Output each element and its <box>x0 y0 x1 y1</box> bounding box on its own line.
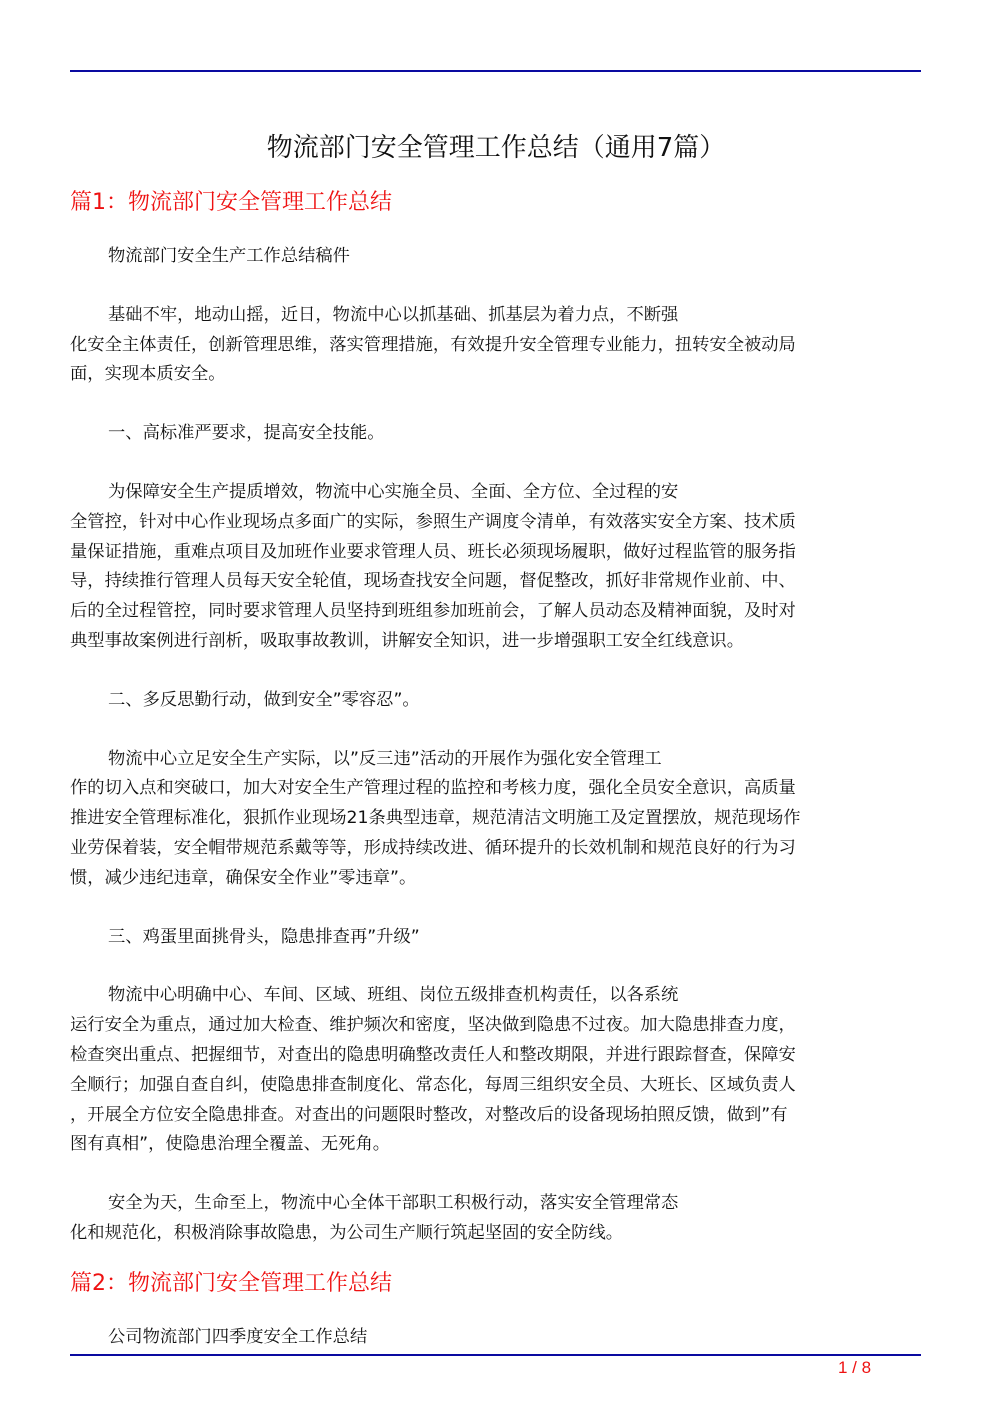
paragraph-line: 检查突出重点、把握细节，对查出的隐患明确整改责任人和整改期限，并进行跟踪督查，保障安 <box>70 1044 796 1065</box>
page-number: 1 / 8 <box>838 1358 872 1377</box>
paragraph-line: 面，实现本质安全。 <box>70 364 226 385</box>
section-heading: 篇1：物流部门安全管理工作总结 <box>70 190 392 215</box>
subheading-2 <box>70 686 921 716</box>
paragraph-line: 物流中心立足安全生产实际，以”反三违”活动的开展作为强化安全管理工 <box>108 748 662 769</box>
paragraph-body-1 <box>70 478 921 657</box>
paragraph-line: 运行安全为重点，通过加大检查、维护频次和密度，坚决做到隐患不过夜。加大隐患排查力度， <box>70 1015 796 1036</box>
paragraph-line: 物流部门安全生产工作总结稿件 <box>108 246 350 266</box>
paragraph-line: 量保证措施，重难点项目及加班作业要求管理人员、班长必须现场履职，做好过程监管的服务指 <box>70 541 796 562</box>
subheading-3 <box>70 923 921 953</box>
paragraph-line: 安全为天，生命至上，物流中心全体干部职工积极行动，落实安全管理常态 <box>108 1193 679 1214</box>
subheading-1 <box>70 419 921 449</box>
section-1 <box>70 186 921 1249</box>
paragraph-line: 典型事故案例进行剖析，吸取事故教训，讲解安全知识，进一步增强职工安全红线意识。 <box>70 630 744 651</box>
footer-rule <box>70 1354 921 1356</box>
paragraph-line: 化安全主体责任，创新管理思维，落实管理措施，有效提升安全管理专业能力，扭转安全被动局 <box>70 334 796 355</box>
paragraph-line: 三、鸡蛋里面挑骨头，隐患排查再”升级” <box>108 926 420 947</box>
paragraph-line: 推进安全管理标准化，狠抓作业现场21条典型违章，规范清洁文明施工及定置摆放，规范现场作 <box>70 808 801 829</box>
paragraph-body-3 <box>70 981 921 1160</box>
paragraph-subtitle <box>70 1323 921 1353</box>
paragraph-line: 公司物流部门四季度安全工作总结 <box>108 1326 368 1347</box>
paragraph-line: 全管控，针对中心作业现场点多面广的实际，参照生产调度令清单，有效落实安全方案、技术质 <box>70 511 796 532</box>
paragraph-line: 作的切入点和突破口，加大对安全生产管理过程的监控和考核力度，强化全员安全意识，高质量 <box>70 778 796 799</box>
paragraph-body-2 <box>70 745 921 894</box>
section-heading: 篇2：物流部门安全管理工作总结 <box>70 1270 392 1296</box>
header-rule <box>70 70 921 72</box>
paragraph-line: 业劳保着装，安全帽带规范系戴等等，形成持续改进、循环提升的长效机制和规范良好的行为习 <box>70 837 796 858</box>
paragraph-line: 后的全过程管控，同时要求管理人员坚持到班组参加班前会，了解人员动态及精神面貌，及时对 <box>70 601 796 622</box>
paragraph-line: ，开展全方位安全隐患排查。对查出的问题限时整改，对整改后的设备现场拍照反馈，做到”有 <box>70 1104 788 1125</box>
document-body <box>70 186 921 1353</box>
paragraph-line: 导，持续推行管理人员每天安全轮值，现场查找安全问题，督促整改，抓好非常规作业前、中、 <box>70 571 796 592</box>
paragraph-line: 物流中心明确中心、车间、区域、班组、岗位五级排查机构责任，以各系统 <box>108 985 679 1006</box>
paragraph-line: 基础不牢，地动山摇，近日，物流中心以抓基础、抓基层为着力点，不断强 <box>108 304 679 325</box>
paragraph-line: 惯，减少违纪违章，确保安全作业”零违章”。 <box>70 867 417 888</box>
paragraph-line: 为保障安全生产提质增效，物流中心实施全员、全面、全方位、全过程的安 <box>108 481 679 502</box>
paragraph-line: 一、高标准严要求，提高安全技能。 <box>108 423 385 444</box>
paragraph-subtitle <box>70 242 921 272</box>
paragraph-intro <box>70 301 921 390</box>
paragraph-line: 二、多反思勤行动，做到安全”零容忍”。 <box>108 689 420 710</box>
paragraph-line: 全顺行；加强自查自纠，使隐患排查制度化、常态化，每周三组织安全员、大班长、区域负责人 <box>70 1074 796 1095</box>
paragraph-line: 化和规范化，积极消除事故隐患，为公司生产顺行筑起坚固的安全防线。 <box>70 1222 624 1243</box>
document-title: 物流部门安全管理工作总结（通用7篇） <box>266 133 726 163</box>
section-2 <box>70 1267 921 1353</box>
paragraph-conclusion <box>70 1189 921 1249</box>
paragraph-line: 图有真相”，使隐患治理全覆盖、无死角。 <box>70 1134 391 1155</box>
